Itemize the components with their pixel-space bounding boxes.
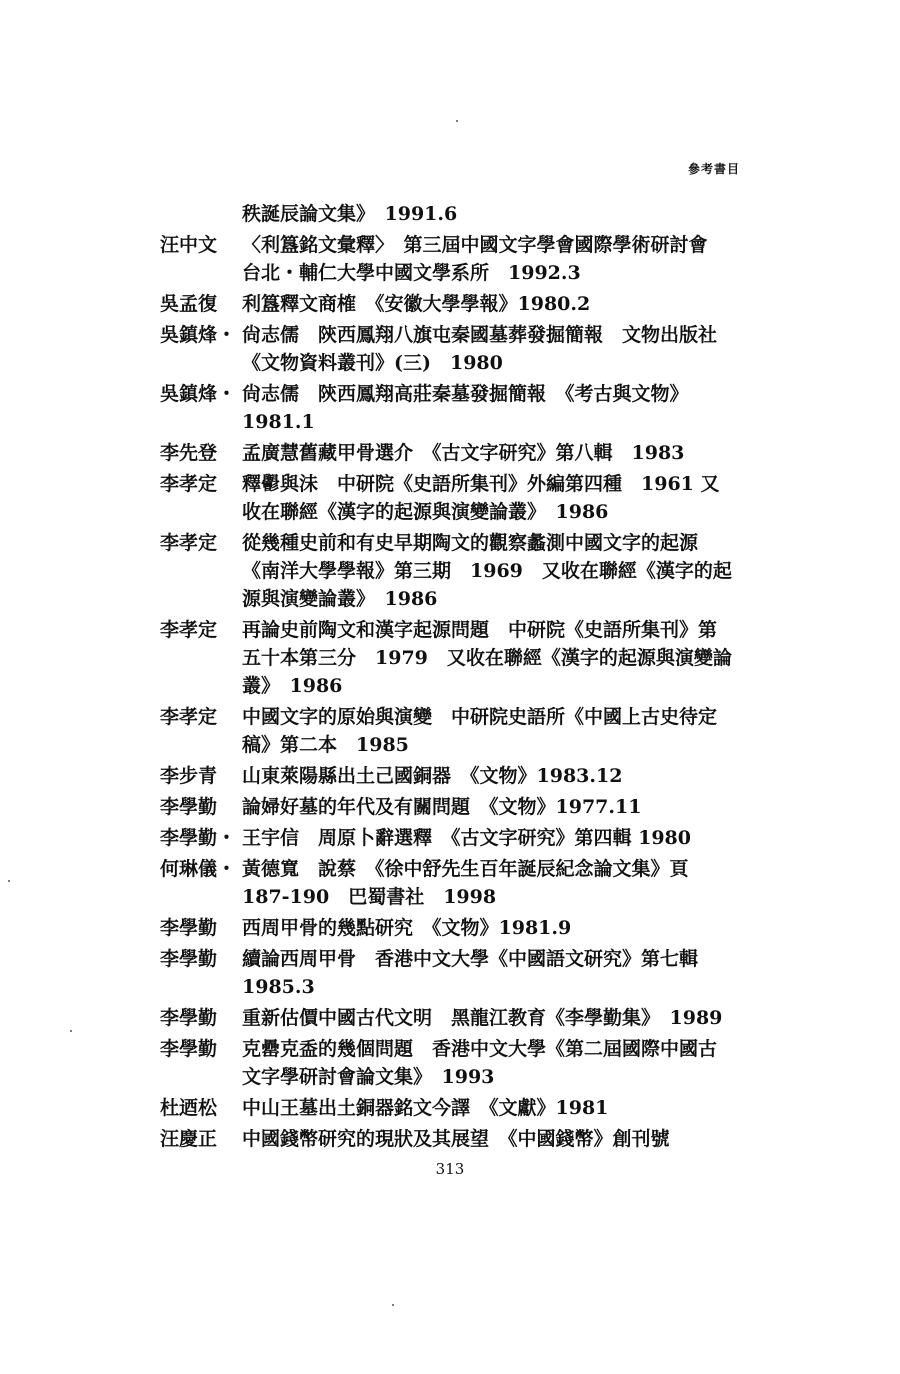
- entry-author: 李孝定: [160, 473, 218, 495]
- bibliography-entry: [160, 762, 745, 790]
- bibliography-entry: [160, 380, 745, 436]
- bibliography-entry: [160, 703, 745, 759]
- entry-author: 杜迺松: [160, 1097, 218, 1119]
- entry-author: 李孝定: [160, 532, 218, 554]
- entry-line: 中國錢幣研究的現狀及其展望 《中國錢幣》創刊號: [242, 1128, 670, 1150]
- entry-author: 李先登: [160, 442, 218, 464]
- entry-line: 《文物資料叢刊》(三) 1980: [242, 352, 503, 374]
- bibliography-entry: [160, 529, 745, 613]
- entry-line: 重新估價中國古代文明 黑龍江教育《李學勤集》 1989: [242, 1007, 723, 1029]
- entry-author: 吳鎮烽・: [160, 383, 237, 405]
- entry-author: 何琳儀・: [160, 858, 237, 880]
- entry-line: 論婦好墓的年代及有關問題 《文物》1977.11: [242, 796, 642, 818]
- bibliography-entry: [160, 1035, 745, 1091]
- bibliography-entry: [160, 439, 745, 467]
- entry-line: 山東萊陽縣出土己國銅器 《文物》1983.12: [242, 765, 623, 787]
- entry-author: 李學勤・: [160, 827, 237, 849]
- scan-speck: [70, 1030, 72, 1032]
- entry-author: 李孝定: [160, 706, 218, 728]
- bibliography-entry: [160, 321, 745, 377]
- entry-line: 源與演變論叢》 1986: [242, 588, 438, 610]
- entry-line: 稿》第二本 1985: [242, 734, 409, 756]
- entry-author: 吳鎮烽・: [160, 324, 237, 346]
- entry-line: 收在聯經《漢字的起源與演變論叢》 1986: [242, 501, 609, 523]
- entry-author: 李步青: [160, 765, 218, 787]
- bibliography-entry: [160, 793, 745, 821]
- bibliography-entry: [160, 231, 745, 287]
- entry-line: 文字學研討會論文集》 1993: [242, 1066, 495, 1088]
- bibliography-entry: [160, 1004, 745, 1032]
- entry-author: 李學勤: [160, 1038, 218, 1060]
- bibliography-entry: [160, 200, 745, 228]
- entry-line: 中國文字的原始與演變 中研院史語所《中國上古史待定: [242, 706, 718, 728]
- entry-line: 尙志儒 陝西鳳翔八旗屯秦國墓葬發掘簡報 文物出版社: [242, 324, 718, 346]
- entry-line: 〈利簋銘文彙釋〉 第三屆中國文字學會國際學術研討會: [242, 234, 708, 256]
- entry-author: 李孝定: [160, 619, 218, 641]
- entry-line: 釋𩰪與沬 中研院《史語所集刊》外編第四種 1961 又: [242, 473, 720, 495]
- entry-line: 再論史前陶文和漢字起源問題 中研院《史語所集刊》第: [242, 619, 718, 641]
- bibliography-entry: [160, 824, 745, 852]
- entry-line: 《南洋大學學報》第三期 1969 又收在聯經《漢字的起: [242, 560, 732, 582]
- entry-author: 吳孟復: [160, 293, 218, 315]
- entry-author: 李學勤: [160, 796, 218, 818]
- entry-line: 秩誕辰論文集》 1991.6: [242, 203, 458, 225]
- entry-author: 李學勤: [160, 1007, 218, 1029]
- scan-speck: [392, 1304, 394, 1306]
- entry-line: 1985.3: [242, 976, 315, 998]
- bibliography-entry: [160, 945, 745, 1001]
- bibliography-entry: [160, 1125, 745, 1153]
- entry-author: 李學勤: [160, 917, 218, 939]
- scan-speck: [8, 880, 10, 882]
- entry-line: 187-190 巴蜀書社 1998: [242, 886, 497, 908]
- page-number: 313: [435, 1160, 465, 1178]
- bibliography-entry: [160, 616, 745, 700]
- bibliography-entry: [160, 470, 745, 526]
- entry-line: 克罍克盉的幾個問題 香港中文大學《第二屆國際中國古: [242, 1038, 718, 1060]
- entry-author: 李學勤: [160, 948, 218, 970]
- bibliography-entry: [160, 290, 745, 318]
- entry-line: 利簋釋文商榷 《安徽大學學報》1980.2: [242, 293, 591, 315]
- entry-line: 中山王墓出土銅器銘文今譯 《文獻》1981: [242, 1097, 609, 1119]
- entry-line: 五十本第三分 1979 又收在聯經《漢字的起源與演變論: [242, 647, 732, 669]
- bibliography-entry: [160, 855, 745, 911]
- entry-author: 汪中文: [160, 234, 218, 256]
- bibliography-entry: [160, 914, 745, 942]
- scan-speck: [456, 120, 458, 122]
- entry-line: 西周甲骨的幾點研究 《文物》1981.9: [242, 917, 572, 939]
- running-header: 參考書目: [687, 162, 740, 176]
- entry-line: 王宇信 周原卜辭選釋 《古文字研究》第四輯 1980: [242, 827, 691, 849]
- entry-line: 1981.1: [242, 411, 315, 433]
- entry-line: 黃德寬 說蔡 《徐中舒先生百年誕辰紀念論文集》頁: [242, 858, 689, 880]
- entry-author: 汪慶正: [160, 1128, 218, 1150]
- entry-line: 續論西周甲骨 香港中文大學《中國語文研究》第七輯: [242, 948, 699, 970]
- entry-line: 從幾種史前和有史早期陶文的觀察蠡測中國文字的起源: [242, 532, 699, 554]
- entry-line: 台北・輔仁大學中國文學系所 1992.3: [242, 262, 581, 284]
- entry-line: 尙志儒 陝西鳳翔高莊秦墓發掘簡報 《考古與文物》: [242, 383, 689, 405]
- entry-line: 叢》 1986: [242, 675, 343, 697]
- bibliography-list: [160, 200, 745, 1156]
- entry-line: 孟廣慧舊藏甲骨選介 《古文字研究》第八輯 1983: [242, 442, 685, 464]
- bibliography-entry: [160, 1094, 745, 1122]
